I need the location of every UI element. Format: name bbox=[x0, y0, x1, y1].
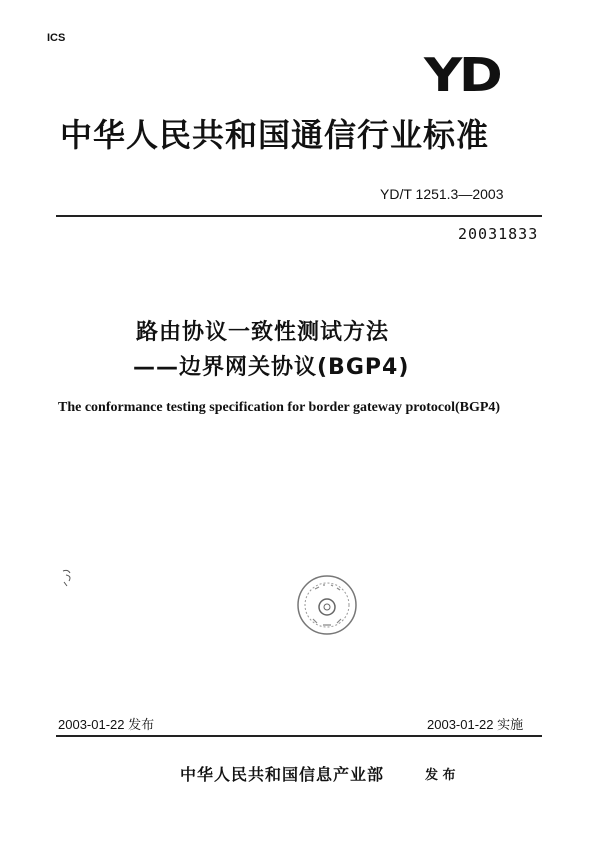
yd-logo: YD bbox=[424, 48, 500, 102]
document-title-cn-line2: ——边界网关协议(BGP4) bbox=[133, 355, 410, 380]
ics-label: ICS bbox=[47, 32, 66, 44]
pen-mark-icon bbox=[60, 567, 82, 589]
document-title-en: The conformance testing specification for border gateway protocol(BGP4) bbox=[58, 400, 501, 415]
issue-date: 2003-01-22 发布 bbox=[58, 717, 155, 732]
official-seal-icon bbox=[295, 573, 359, 637]
standard-code: YD/T 1251.3—2003 bbox=[380, 186, 504, 202]
issuing-authority: 中华人民共和国信息产业部 bbox=[180, 765, 385, 784]
standard-title: 中华人民共和国通信行业标准 bbox=[60, 116, 490, 154]
publish-label: 发 布 bbox=[425, 768, 456, 783]
implementation-date: 2003-01-22 实施 bbox=[427, 717, 524, 732]
document-title-cn-line1: 路由协议一致性测试方法 bbox=[136, 320, 390, 345]
registration-number: 20031833 bbox=[458, 225, 539, 243]
top-divider bbox=[56, 215, 542, 217]
bottom-divider bbox=[56, 735, 542, 737]
